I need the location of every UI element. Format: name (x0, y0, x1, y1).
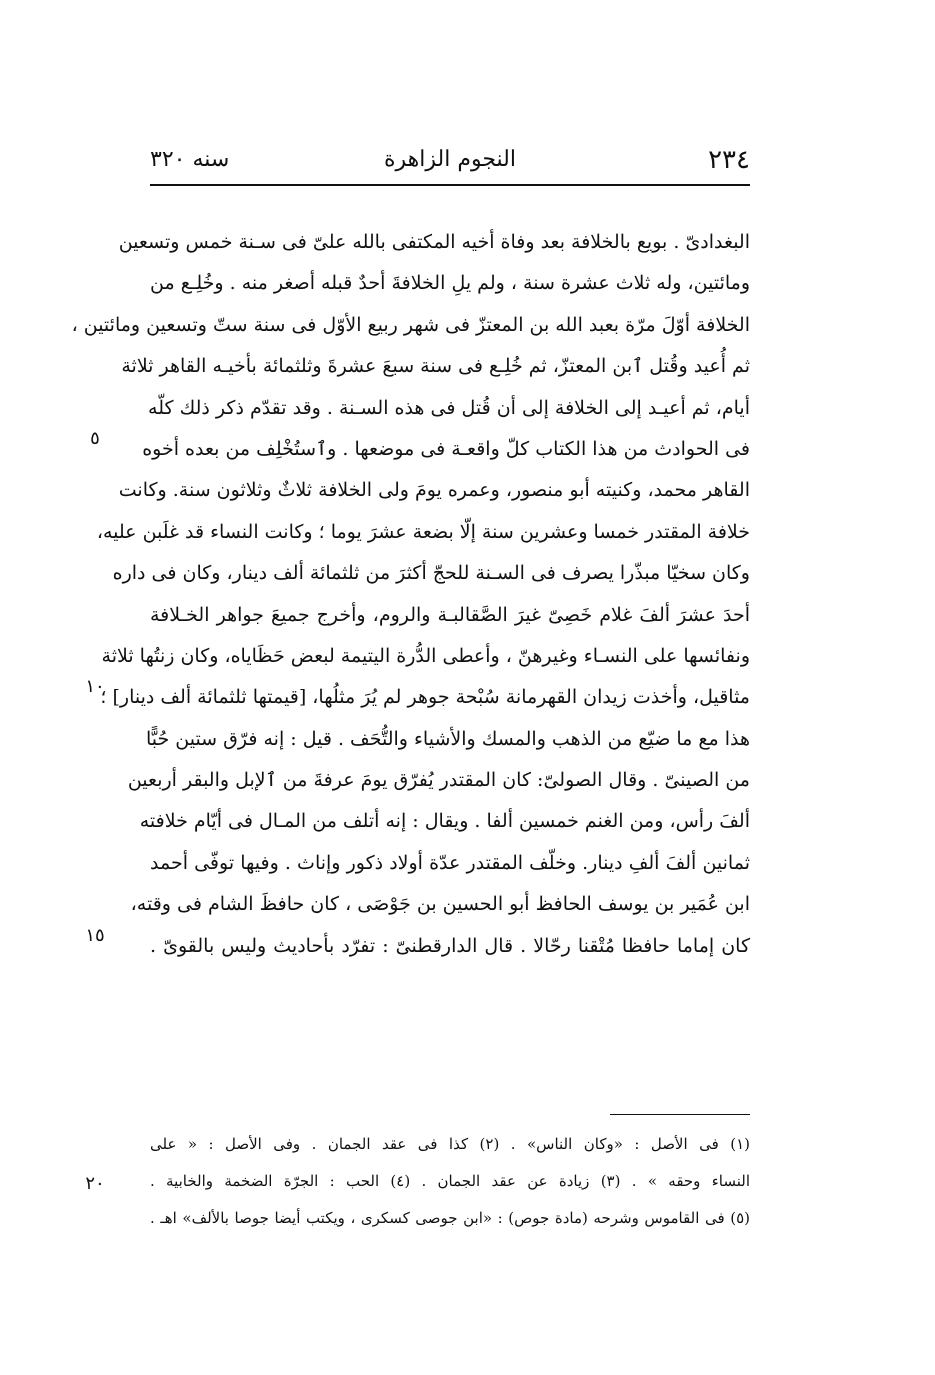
text-line: الخلافة أوّلَ مرّة بعبد الله بن المعتزّ فى شهر ربيع الأوّل فى سنة ستّ وتسعين ومائتين ، (71, 313, 750, 336)
page-number: ٢٣٤ (708, 145, 750, 175)
text-line: ألفَ رأس، ومن الغنم خمسين ألفا . ويقال : إنه أتلف من المـال فى أيّام خلافته (139, 810, 750, 833)
line-number-10: ١٠ (85, 676, 105, 697)
text-line: القاهر محمد، وكنيته أبو منصور، وعمره يومَ ولى الخلافة ثلاثٌ وثلاثون سنة. وكانت (118, 479, 750, 502)
footnote-line: النساء وحقه » . (٣) زيادة عن عقد الجمان . (٤) الحب : الجرّة الضخمة والخابية . (150, 1172, 750, 1190)
text-line: هذا مع ما ضيّع من الذهب والمسك والأشياء والتُّحَف . قيل : إنه فرّق ستين حُبًّا (145, 727, 750, 750)
running-header (150, 140, 750, 180)
header-rule (150, 184, 750, 186)
text-line: وكان سخيّا مبذّرا يصرف فى السـنة للحجّ أكثرَ من ثلثمائة ألف دينار، وكان فى داره (112, 562, 750, 585)
footnote-separator (610, 1114, 750, 1115)
running-title: النجوم الزاهرة (384, 147, 516, 172)
line-number-15: ١٥ (85, 925, 105, 946)
text-line: البغدادىّ . بويع بالخلافة بعد وفاة أخيه المكتفى بالله علىّ فى سـنة خمس وتسعين (118, 231, 750, 253)
line-number-5: ٥ (90, 428, 100, 449)
text-line: من الصينىّ . وقال الصولىّ: كان المقتدر يُفرّق يومَ عرفةَ من ٱلإبل والبقر أربعين (127, 769, 750, 792)
text-line: ثمانين ألفَ ألفِ دينار. وخلّف المقتدر عدّة أولاد ذكور وإناث . وفيها توفّى أحمد (150, 851, 750, 874)
text-line: أيام، ثم أعيـد إلى الخلافة إلى أن قُتل فى هذه السـنة . وقد تقدّم ذكر ذلك كلّه (148, 396, 750, 419)
footnote-line: (٥) فى القاموس وشرحه (مادة جوص) : «ابن جوصى كسكرى ، ويكتب أيضا جوصا بالألف» اهـ . (150, 1209, 750, 1227)
line-number-20: ٢٠ (85, 1173, 105, 1194)
text-line: أحدَ عشرَ ألفَ غلام خَصِىّ غيرَ الصَّقالبـة والروم، وأخرج جميعَ جواهر الخـلافة (150, 603, 750, 626)
text-line: ابن عُمَير بن يوسف الحافظ أبو الحسين بن جَوْصَى ، كان حافظَ الشام فى وقته، (130, 893, 750, 916)
text-line: ونفائسها على النسـاء وغيرهنّ ، وأعطى الدُّرة اليتيمة لبعض حَظَاياه، وكان زنتُها ثلاثة (101, 644, 750, 667)
text-line: ومائتين، وله ثلاث عشرة سنة ، ولم يلِ الخلافةَ أحدٌ قبله أصغر منه . وخُلِـع من (150, 272, 750, 295)
text-line: ثم أُعيد وقُتل ٱبن المعتزّ، ثم خُلِـع فى سنة سبعَ عشرةَ وثلثمائة بأخيـه القاهر ثلاثة (121, 355, 750, 378)
footnote-line: (١) فى الأصل : «وكان الناس» . (٢) كذا فى عقد الجمان . وفى الأصل : « على (150, 1135, 750, 1153)
text-line: فى الحوادث من هذا الكتاب كلّ واقعـة فى موضعها . وٱستُخْلِف من بعده أخوه (142, 437, 750, 460)
footnotes (150, 1126, 750, 1237)
text-line: خلافة المقتدر خمسا وعشرين سنة إلّا بضعة عشرَ يوما ؛ وكانت النساء قد غلَبن عليه، (96, 520, 750, 543)
text-line: كان إماما حافظا مُتْقنا رحّالا . قال الدارقطنىّ : تفرّد بأحاديث وليس بالقوىّ . (150, 934, 750, 957)
running-year: سنه ٣٢٠ (150, 147, 230, 172)
text-line: مثاقيل، وأخذت زيدان القهرمانة سُبْحة جوهر لم يُرَ مثلُها، [قيمتها ثلثمائة ألف دينار] ؛ (100, 686, 750, 709)
